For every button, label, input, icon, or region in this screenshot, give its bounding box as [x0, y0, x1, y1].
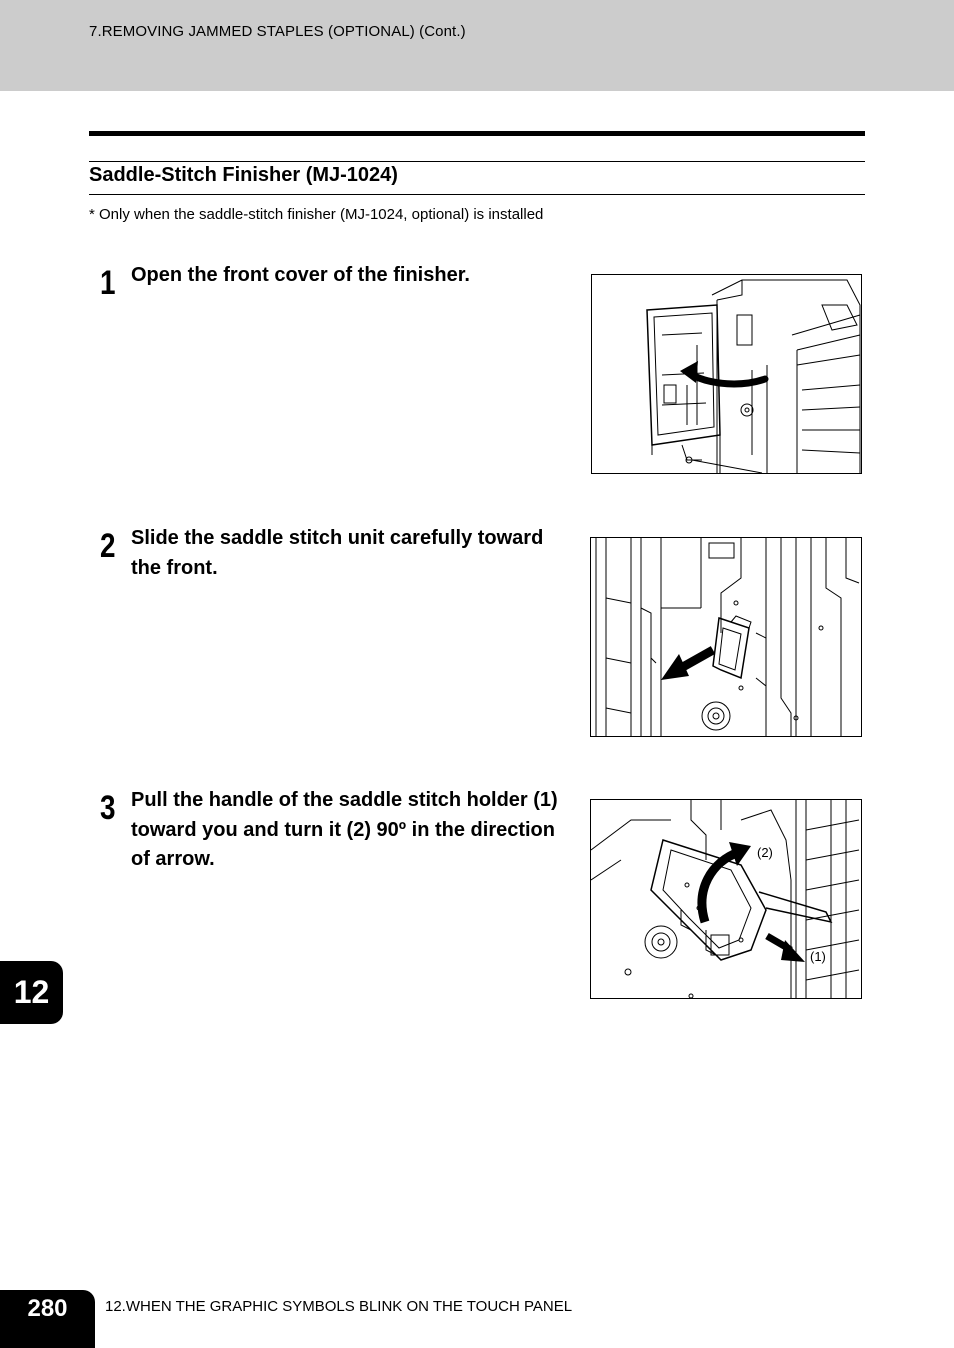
- title-rule-top: [89, 161, 865, 162]
- section-rule-thick: [89, 131, 865, 136]
- step-1-text: Open the front cover of the finisher.: [131, 264, 470, 286]
- figure-slide-saddle-unit: [590, 537, 862, 737]
- step-3-text: Pull the handle of the saddle stitch holder (1) toward you and turn it (2) 90º in the direction of arrow.: [131, 789, 558, 870]
- label-pull: (1): [810, 949, 826, 964]
- installation-note: * Only when the saddle-stitch finisher (MJ-1024, optional) is installed: [89, 206, 544, 223]
- chapter-tab: 12: [0, 961, 63, 1024]
- step-2-number: 2: [100, 527, 116, 565]
- title-rule-bottom: [89, 194, 865, 195]
- label-turn: (2): [757, 845, 773, 860]
- figure-open-front-cover: [591, 274, 862, 474]
- page-number: 280: [0, 1290, 95, 1348]
- header-band: [0, 0, 954, 91]
- figure-turn-stitch-holder: [590, 799, 862, 999]
- running-header: 7.REMOVING JAMMED STAPLES (OPTIONAL) (Cont.): [89, 23, 466, 40]
- step-1-number: 1: [100, 264, 116, 302]
- step-2-text: Slide the saddle stitch unit carefully toward the front.: [131, 527, 544, 579]
- step-3-number: 3: [100, 789, 116, 827]
- section-title: Saddle-Stitch Finisher (MJ-1024): [89, 164, 398, 186]
- footer-chapter-title: 12.WHEN THE GRAPHIC SYMBOLS BLINK ON THE TOUCH PANEL: [105, 1298, 573, 1315]
